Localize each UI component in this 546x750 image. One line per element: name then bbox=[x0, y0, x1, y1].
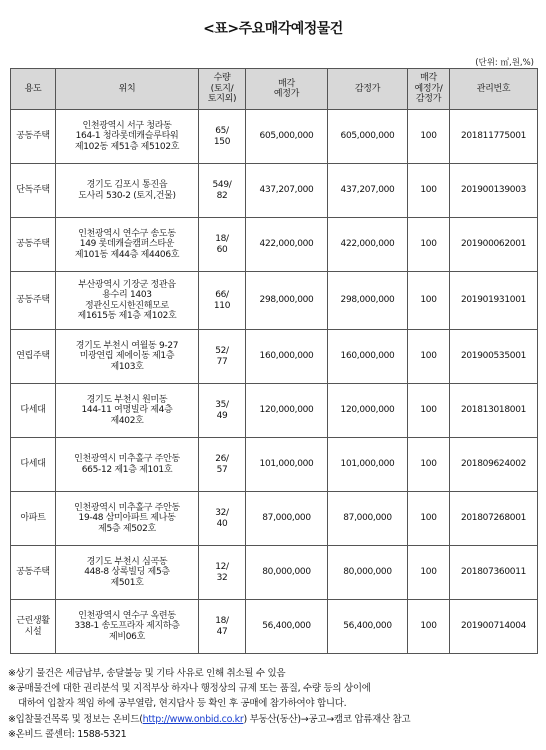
cell-appraisal: 80,000,000 bbox=[328, 546, 408, 600]
header-mgmt-no: 관리번호 bbox=[450, 69, 538, 110]
cell-sale-price: 437,207,000 bbox=[246, 164, 328, 218]
cell-quantity: 18/ 60 bbox=[199, 218, 246, 272]
cell-mgmt-no: 201900139003 bbox=[450, 164, 538, 218]
cell-ratio: 100 bbox=[408, 330, 450, 384]
cell-usage: 공동주택 bbox=[11, 110, 56, 164]
cell-usage: 다세대 bbox=[11, 384, 56, 438]
cell-location: 인천광역시 연수구 옥련동 338-1 송도프라자 제지하층 제비06호 bbox=[56, 600, 199, 654]
table-row bbox=[11, 164, 538, 218]
table-row bbox=[11, 218, 538, 272]
cell-ratio: 100 bbox=[408, 110, 450, 164]
cell-usage: 공동주택 bbox=[11, 272, 56, 330]
note-responsibility-1: ※공매물건에 대한 권리분석 및 지적부상 하자나 행정상의 규제 또는 품질, 수량 등의 상이에 bbox=[8, 683, 371, 695]
cell-usage: 다세대 bbox=[11, 438, 56, 492]
page-title: <표>주요매각예정물건 bbox=[203, 21, 343, 37]
cell-mgmt-no: 201901931001 bbox=[450, 272, 538, 330]
cell-ratio: 100 bbox=[408, 164, 450, 218]
cell-quantity: 12/ 32 bbox=[199, 546, 246, 600]
cell-ratio: 100 bbox=[408, 218, 450, 272]
cell-appraisal: 605,000,000 bbox=[328, 110, 408, 164]
note-onbid bbox=[8, 712, 540, 727]
table-row bbox=[11, 546, 538, 600]
cell-sale-price: 160,000,000 bbox=[246, 330, 328, 384]
note-cancel: ※상기 물건은 세금납부, 송달불능 및 기타 사유로 인해 취소될 수 있음 bbox=[8, 668, 286, 679]
note-onbid-prefix: ※입찰물건목록 및 정보는 온비드( bbox=[8, 713, 143, 725]
cell-ratio: 100 bbox=[408, 384, 450, 438]
property-table bbox=[10, 68, 538, 654]
cell-usage: 근린생활 시설 bbox=[11, 600, 56, 654]
note-responsibility-2: 대하여 입찰자 책임 하에 공부열람, 현지답사 등 확인 후 공매에 참가하여야 합니다. bbox=[18, 698, 347, 710]
cell-usage: 아파트 bbox=[11, 492, 56, 546]
header-sale-price: 매각 예정가 bbox=[246, 69, 328, 110]
note-callcenter: ※온비드 콜센터: 1588-5321 bbox=[8, 728, 127, 740]
onbid-link[interactable]: http://www.onbid.co.kr bbox=[142, 713, 244, 725]
cell-appraisal: 101,000,000 bbox=[328, 438, 408, 492]
cell-ratio: 100 bbox=[408, 272, 450, 330]
cell-location: 인천광역시 미추홀구 주안동 665-12 제1층 제101호 bbox=[56, 438, 199, 492]
cell-location: 경기도 김포시 통진읍 도사리 530-2 (토지,건물) bbox=[56, 164, 199, 218]
cell-location: 경기도 부천시 원미동 144-11 여명빌라 제4층 제402호 bbox=[56, 384, 199, 438]
table-row bbox=[11, 438, 538, 492]
cell-quantity: 18/ 47 bbox=[199, 600, 246, 654]
cell-sale-price: 101,000,000 bbox=[246, 438, 328, 492]
cell-appraisal: 56,400,000 bbox=[328, 600, 408, 654]
cell-location: 부산광역시 기장군 정관읍 용수리 1403 정관신도시한진해모로 제1615동 제1층 제102호 bbox=[56, 272, 199, 330]
cell-location: 인천광역시 연수구 송도동 149 롯데캐슬캠퍼스타운 제101동 제44층 제4406호 bbox=[56, 218, 199, 272]
cell-appraisal: 120,000,000 bbox=[328, 384, 408, 438]
cell-sale-price: 605,000,000 bbox=[246, 110, 328, 164]
cell-quantity: 32/ 40 bbox=[199, 492, 246, 546]
cell-ratio: 100 bbox=[408, 492, 450, 546]
table-row bbox=[11, 492, 538, 546]
header-usage: 용도 bbox=[11, 69, 56, 110]
cell-mgmt-no: 201900714004 bbox=[450, 600, 538, 654]
cell-ratio: 100 bbox=[408, 600, 450, 654]
cell-quantity: 52/ 77 bbox=[199, 330, 246, 384]
table-row bbox=[11, 272, 538, 330]
cell-usage: 단독주택 bbox=[11, 164, 56, 218]
table-row bbox=[11, 110, 538, 164]
header-ratio: 매각 예정가/ 감정가 bbox=[408, 69, 450, 110]
cell-mgmt-no: 201807268001 bbox=[450, 492, 538, 546]
cell-appraisal: 437,207,000 bbox=[328, 164, 408, 218]
cell-usage: 공동주택 bbox=[11, 218, 56, 272]
cell-sale-price: 120,000,000 bbox=[246, 384, 328, 438]
cell-sale-price: 422,000,000 bbox=[246, 218, 328, 272]
cell-sale-price: 80,000,000 bbox=[246, 546, 328, 600]
cell-sale-price: 298,000,000 bbox=[246, 272, 328, 330]
cell-ratio: 100 bbox=[408, 546, 450, 600]
cell-usage: 연립주택 bbox=[11, 330, 56, 384]
cell-sale-price: 87,000,000 bbox=[246, 492, 328, 546]
cell-location: 인천광역시 서구 청라동 164-1 청라롯데캐슬루타워 제102동 제51층 제5102호 bbox=[56, 110, 199, 164]
cell-location: 경기도 부천시 심곡동 448-8 상록빌딩 제5층 제501호 bbox=[56, 546, 199, 600]
table-header-row bbox=[11, 69, 538, 110]
header-location: 위치 bbox=[56, 69, 199, 110]
notes bbox=[8, 666, 540, 742]
cell-mgmt-no: 201811775001 bbox=[450, 110, 538, 164]
cell-quantity: 26/ 57 bbox=[199, 438, 246, 492]
cell-quantity: 549/ 82 bbox=[199, 164, 246, 218]
table-row bbox=[11, 384, 538, 438]
header-appraisal: 감정가 bbox=[328, 69, 408, 110]
cell-ratio: 100 bbox=[408, 438, 450, 492]
cell-usage: 공동주택 bbox=[11, 546, 56, 600]
cell-location: 경기도 부천시 여월동 9-27 미광연립 제에이동 제1층 제103호 bbox=[56, 330, 199, 384]
table-row bbox=[11, 600, 538, 654]
cell-appraisal: 422,000,000 bbox=[328, 218, 408, 272]
cell-quantity: 65/ 150 bbox=[199, 110, 246, 164]
cell-quantity: 35/ 49 bbox=[199, 384, 246, 438]
cell-mgmt-no: 201900535001 bbox=[450, 330, 538, 384]
unit-label: (단위: ㎡,원,%) bbox=[475, 58, 534, 68]
cell-mgmt-no: 201809624002 bbox=[450, 438, 538, 492]
cell-mgmt-no: 201807360011 bbox=[450, 546, 538, 600]
cell-mgmt-no: 201900062001 bbox=[450, 218, 538, 272]
cell-location: 인천광역시 미추홀구 주안동 19-48 삼미아파트 제나동 제5층 제502호 bbox=[56, 492, 199, 546]
cell-mgmt-no: 201813018001 bbox=[450, 384, 538, 438]
header-quantity: 수량 (토지/ 토지외) bbox=[199, 69, 246, 110]
table-row bbox=[11, 330, 538, 384]
table-body bbox=[11, 110, 538, 654]
cell-appraisal: 87,000,000 bbox=[328, 492, 408, 546]
cell-appraisal: 298,000,000 bbox=[328, 272, 408, 330]
cell-sale-price: 56,400,000 bbox=[246, 600, 328, 654]
cell-appraisal: 160,000,000 bbox=[328, 330, 408, 384]
note-onbid-suffix: ) 부동산(동산)→공고→캠코 압류재산 참고 bbox=[243, 713, 411, 725]
cell-quantity: 66/ 110 bbox=[199, 272, 246, 330]
